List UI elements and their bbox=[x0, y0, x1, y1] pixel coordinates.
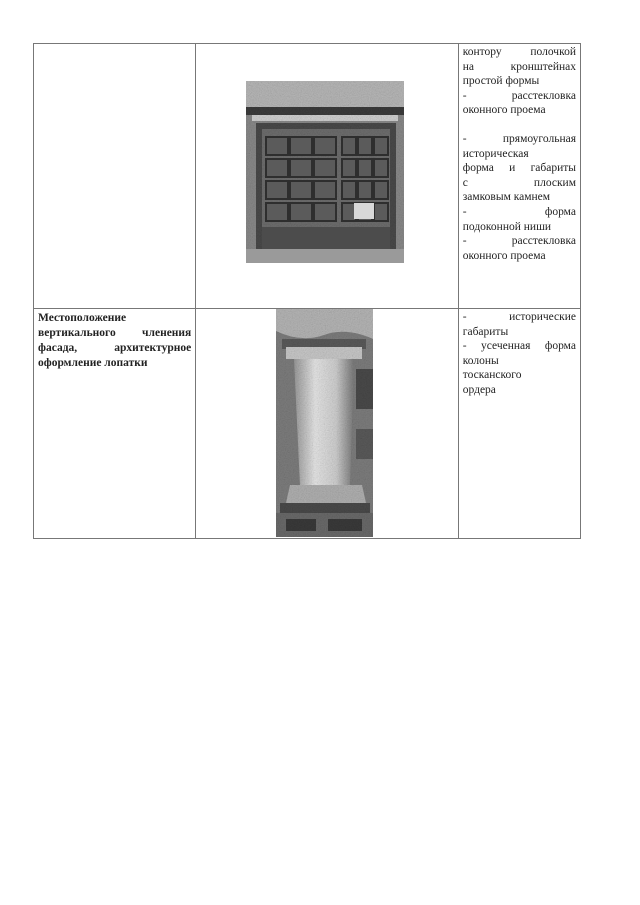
note-line: - исторические bbox=[462, 311, 576, 323]
note-line: оконного проема bbox=[462, 104, 546, 117]
note-line: - прямоугольная bbox=[462, 132, 576, 145]
feature-label bbox=[34, 44, 195, 48]
column-photo bbox=[276, 309, 373, 537]
notes-cell bbox=[458, 44, 580, 309]
note-line: колоны bbox=[462, 354, 499, 367]
window-photo bbox=[246, 81, 404, 263]
note-line: тосканского bbox=[462, 369, 522, 382]
note-line: простой формы bbox=[462, 75, 540, 88]
note-line: ордера bbox=[462, 383, 496, 396]
photo-cell bbox=[196, 44, 458, 309]
notes-cell bbox=[458, 309, 580, 539]
window-panes bbox=[246, 137, 404, 263]
note-line: контору полочкой bbox=[462, 46, 576, 58]
document-table bbox=[33, 43, 581, 539]
note-line: подоконной ниши bbox=[462, 220, 552, 233]
photo-cell bbox=[196, 309, 458, 539]
notes-list bbox=[459, 309, 580, 399]
note-line: с плоским bbox=[462, 176, 576, 189]
table-row bbox=[34, 309, 581, 539]
note-line: на кронштейнах bbox=[462, 60, 576, 73]
note-line: - форма bbox=[462, 205, 576, 218]
note-line: историческая bbox=[462, 147, 529, 160]
note-line: габариты bbox=[462, 325, 509, 338]
note-line: - расстекловка bbox=[462, 89, 576, 102]
table-row bbox=[34, 44, 581, 309]
feature-label: Местоположение вертикального членения фасада, архитектурное оформление лопатки bbox=[38, 312, 192, 369]
note-line: - расстекловка bbox=[462, 235, 576, 248]
note-line: форма и габариты bbox=[462, 162, 576, 175]
note-spacer bbox=[463, 118, 576, 132]
notes-list bbox=[459, 44, 580, 264]
feature-cell bbox=[34, 309, 196, 539]
note-line: замковым камнем bbox=[462, 191, 551, 204]
feature-cell bbox=[34, 44, 196, 309]
note-line: оконного проема bbox=[462, 249, 546, 262]
note-line: - усеченная форма bbox=[462, 340, 576, 353]
